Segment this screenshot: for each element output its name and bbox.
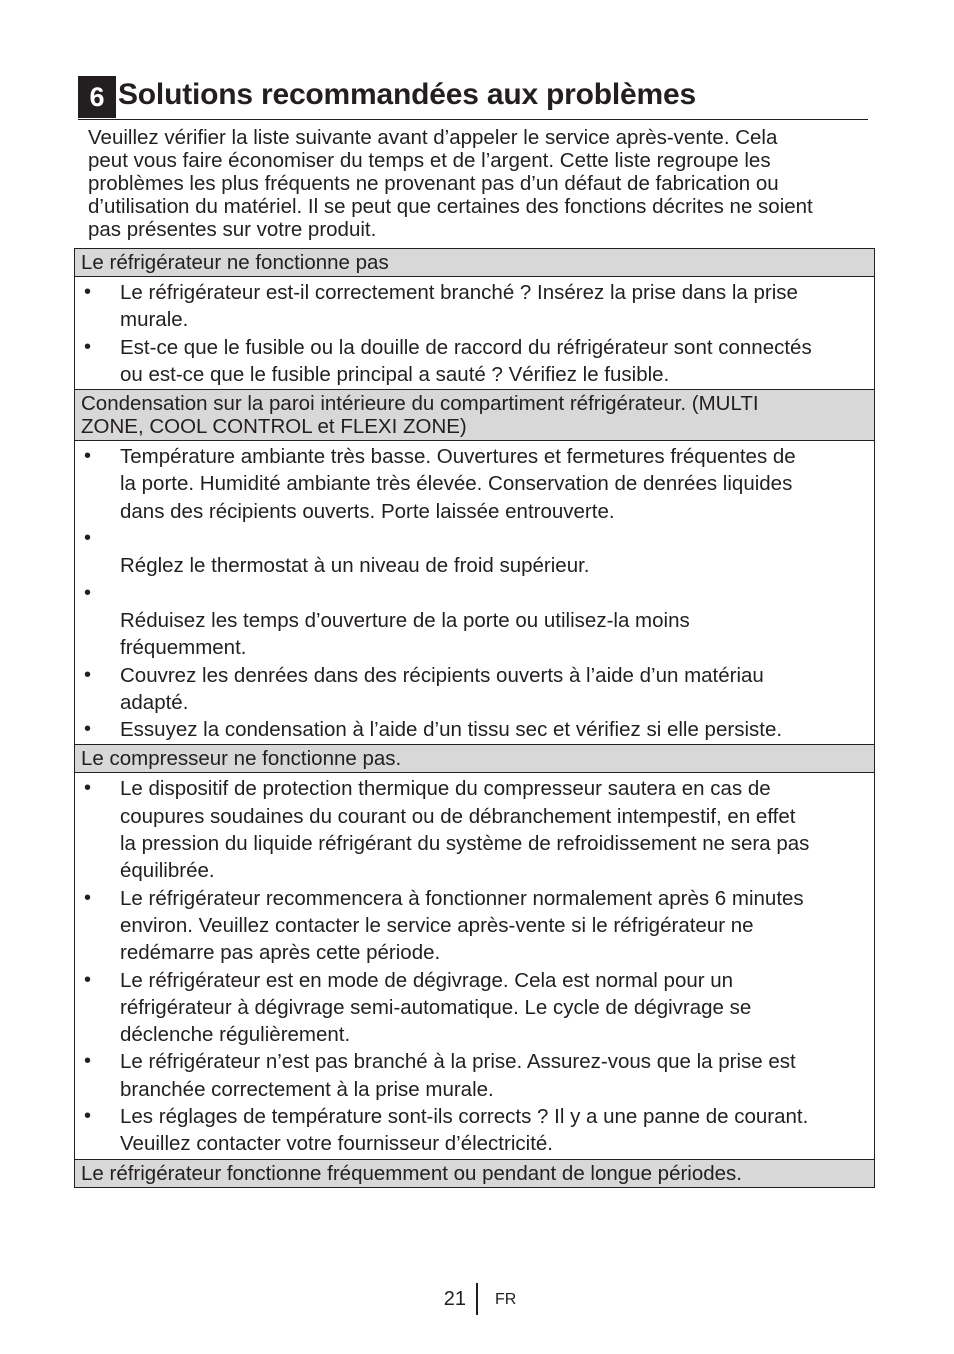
solution-text-line: coupures soudaines du courant ou de débranchement intempestif, en effet <box>120 804 796 828</box>
solution-text-line: la porte. Humidité ambiante très élevée. Conservation de denrées liquides <box>120 472 793 496</box>
problem-category-title <box>75 390 874 441</box>
solution-text-line: ou est-ce que le fusible principal a sauté ? Vérifiez le fusible. <box>120 362 670 386</box>
solution-list <box>75 773 874 1159</box>
solution-list <box>75 441 874 745</box>
solution-text-line: Essuyez la condensation à l’aide d’un tissu sec et vérifiez si elle persiste. <box>120 718 783 742</box>
solution-text-line: Le réfrigérateur est-il correctement branché ? Insérez la prise dans la prise <box>120 281 798 304</box>
solution-item <box>75 967 868 1049</box>
solution-text-line: Température ambiante très basse. Ouvertures et fermetures fréquentes de <box>120 445 796 469</box>
page-footer <box>0 1283 954 1315</box>
solution-text-line: Est-ce que le fusible ou la douille de raccord du réfrigérateur sont connectés <box>120 335 812 359</box>
solution-text-line: Le dispositif de protection thermique du compresseur sautera en cas de <box>120 777 771 801</box>
solution-item <box>75 552 868 579</box>
solution-item <box>75 662 868 717</box>
bullet-icon: • <box>84 968 92 991</box>
solution-text-line: murale. <box>120 308 189 332</box>
problem-category-title <box>75 249 874 277</box>
troubleshooting-table <box>74 248 875 1188</box>
solution-item <box>75 1103 868 1158</box>
bullet-icon: • <box>84 718 92 741</box>
solution-text-line: équilibrée. <box>120 859 215 883</box>
intro-line: peut vous faire économiser du temps et de l’argent. Cette liste regroupe les <box>88 149 771 172</box>
section-number: 6 <box>78 76 116 118</box>
footer-divider <box>476 1283 478 1315</box>
bullet-icon: • <box>84 886 92 909</box>
section-heading <box>78 76 868 120</box>
category-title-line: Condensation sur la paroi intérieure du compartiment réfrigérateur. (MULTI <box>81 392 759 416</box>
problem-category-title <box>75 745 874 773</box>
bullet-icon: • <box>84 527 92 550</box>
bullet-icon: • <box>84 335 92 358</box>
bullet-icon: • <box>84 281 92 303</box>
problem-category-title <box>75 1160 874 1187</box>
category-title-line: Le réfrigérateur fonctionne fréquemment ou pendant de longue périodes. <box>81 1161 743 1185</box>
solution-text-line: redémarre pas après cette période. <box>120 941 441 965</box>
intro-paragraph <box>88 126 872 241</box>
bullet-icon: • <box>84 777 92 800</box>
solution-text-line: Veuillez contacter votre fournisseur d’électricité. <box>120 1132 553 1156</box>
solution-item <box>75 885 868 967</box>
language-code: FR <box>495 1291 517 1308</box>
solution-item <box>75 580 868 607</box>
solution-text-line: Couvrez les denrées dans des récipients ouverts à l’aide d’un matériau <box>120 663 764 687</box>
intro-line: problèmes les plus fréquents ne provenant pas d’un défaut de fabrication ou <box>88 172 779 195</box>
solution-text-line: branchée correctement à la prise murale. <box>120 1077 494 1101</box>
intro-line: d’utilisation du matériel. Il se peut que certaines des fonctions décrites ne soient <box>88 195 813 218</box>
solution-item <box>75 775 868 884</box>
solution-text-line: réfrigérateur à dégivrage semi-automatique. Le cycle de dégivrage se <box>120 995 752 1019</box>
solution-text-line: adapté. <box>120 690 189 714</box>
solution-text-line: Le réfrigérateur n’est pas branché à la prise. Assurez-vous que la prise est <box>120 1050 796 1074</box>
intro-line: pas présentes sur votre produit. <box>88 218 377 241</box>
solution-text-line: Réglez le thermostat à un niveau de froid supérieur. <box>120 554 590 578</box>
solution-text-line: fréquemment. <box>120 636 247 660</box>
solution-item <box>75 607 868 662</box>
solution-item <box>75 716 868 743</box>
category-title-line: Le compresseur ne fonctionne pas. <box>81 747 402 771</box>
page-number: 21 <box>443 1288 466 1310</box>
category-title-line: ZONE, COOL CONTROL et FLEXI ZONE) <box>81 415 467 439</box>
solution-item <box>75 334 868 389</box>
bullet-icon: • <box>84 1050 92 1073</box>
solution-text-line: dans des récipients ouverts. Porte laissée entrouverte. <box>120 499 615 523</box>
bullet-icon: • <box>84 1105 92 1128</box>
solution-item <box>75 279 868 334</box>
category-title-line: Le réfrigérateur ne fonctionne pas <box>81 251 389 274</box>
intro-line: Veuillez vérifier la liste suivante avant d’appeler le service après-vente. Cela <box>88 126 778 149</box>
solution-text-line: Réduisez les temps d’ouverture de la porte ou utilisez-la moins <box>120 608 690 632</box>
solution-text-line: Le réfrigérateur est en mode de dégivrage. Cela est normal pour un <box>120 968 734 992</box>
solution-text-line: Le réfrigérateur recommencera à fonctionner normalement après 6 minutes <box>120 886 804 910</box>
bullet-icon: • <box>84 663 92 686</box>
solution-item <box>75 1048 868 1103</box>
bullet-icon: • <box>84 581 92 604</box>
section-title: Solutions recommandées aux problèmes <box>118 78 696 111</box>
solution-text-line: la pression du liquide réfrigérant du système de refroidissement ne sera pas <box>120 832 810 856</box>
solution-item <box>75 525 868 552</box>
solution-text-line: Les réglages de température sont-ils corrects ? Il y a une panne de courant. <box>120 1105 809 1129</box>
solution-item <box>75 443 868 525</box>
solution-text-line: environ. Veuillez contacter le service après-vente si le réfrigérateur ne <box>120 913 754 937</box>
solution-list <box>75 277 874 390</box>
solution-text-line: déclenche régulièrement. <box>120 1023 351 1047</box>
bullet-icon: • <box>84 445 92 468</box>
